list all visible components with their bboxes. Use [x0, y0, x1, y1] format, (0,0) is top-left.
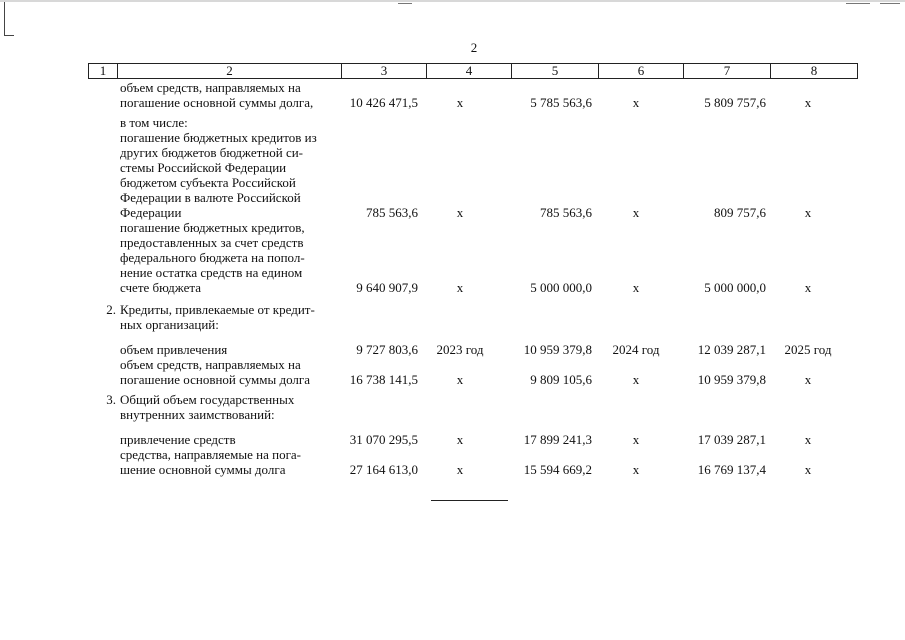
cell-col-4: х	[456, 432, 464, 447]
table-row	[88, 115, 852, 130]
row-number	[88, 220, 120, 295]
column-number-cell: 1	[89, 64, 118, 79]
cell-col-6: х	[632, 462, 640, 477]
row-description: Общий объем государственных внутренних заимствований:	[120, 392, 295, 422]
cell-col-8: х	[804, 432, 812, 447]
cell-col-6: х	[632, 372, 640, 387]
scan-corner-line	[4, 2, 5, 36]
row-description: погашение бюджетных кредитов, предоставленных за счет средств федерального бюджета на попол- нение остатка средств на едином счете бюджета	[120, 220, 305, 295]
scan-corner-line	[4, 35, 14, 36]
cell-col-5: 17 899 241,3	[523, 432, 592, 447]
table-row	[88, 342, 852, 357]
cell-col-7: 5 000 000,0	[704, 280, 766, 295]
cell-col-3: 27 164 613,0	[349, 462, 418, 477]
row-number	[88, 447, 120, 477]
cell-col-6: х	[632, 280, 640, 295]
cell-col-5: 9 809 105,6	[530, 372, 592, 387]
cell-col-4: х	[456, 95, 464, 110]
row-number: 3.	[106, 392, 116, 407]
row-number	[88, 357, 120, 387]
row-number	[88, 80, 120, 110]
row-description: объем средств, направляемых на погашение основной суммы долга,	[120, 80, 314, 110]
cell-col-8: х	[804, 205, 812, 220]
cell-col-3: 31 070 295,5	[349, 432, 418, 447]
cell-col-3: 16 738 141,5	[349, 372, 418, 387]
column-number-cell: 8	[771, 64, 858, 79]
row-description: объем средств, направляемых на погашение основной суммы долга	[120, 357, 311, 387]
cell-col-7: 5 809 757,6	[704, 95, 766, 110]
row-description: Кредиты, привлекаемые от кредит- ных организаций:	[120, 302, 315, 332]
cell-col-5: 5 000 000,0	[530, 280, 592, 295]
closing-rule	[431, 500, 508, 501]
table-row	[88, 80, 852, 110]
cell-col-4: х	[456, 372, 464, 387]
cell-col-3: 10 426 471,5	[349, 95, 418, 110]
column-number-cell: 6	[599, 64, 684, 79]
cell-col-8: х	[804, 280, 812, 295]
scan-edge	[0, 0, 905, 2]
cell-col-6: х	[632, 205, 640, 220]
cell-col-6: х	[632, 432, 640, 447]
row-number: 2.	[106, 302, 116, 317]
table-row	[88, 357, 852, 387]
cell-col-5: 10 959 379,8	[523, 342, 592, 357]
cell-col-8: 2025 год	[784, 342, 832, 357]
column-number-cell: 4	[427, 64, 512, 79]
cell-col-7: 809 757,6	[714, 205, 766, 220]
cell-col-7: 17 039 287,1	[697, 432, 766, 447]
cell-col-3: 9 727 803,6	[356, 342, 418, 357]
table-row	[88, 302, 852, 332]
column-number-cell: 2	[118, 64, 342, 79]
column-number-cell: 5	[512, 64, 599, 79]
scan-mark	[880, 3, 900, 4]
cell-col-3: 9 640 907,9	[356, 280, 418, 295]
cell-col-4: х	[456, 462, 464, 477]
cell-col-4: х	[456, 280, 464, 295]
table-row	[88, 432, 852, 447]
cell-col-7: 10 959 379,8	[697, 372, 766, 387]
cell-col-8: х	[804, 462, 812, 477]
cell-col-3: 785 563,6	[366, 205, 418, 220]
cell-col-6: 2024 год	[612, 342, 660, 357]
row-number	[88, 130, 120, 220]
row-number	[88, 432, 120, 447]
cell-col-7: 16 769 137,4	[697, 462, 766, 477]
cell-col-8: х	[804, 95, 812, 110]
row-description: привлечение средств	[120, 432, 236, 447]
scan-mark	[846, 3, 870, 4]
table-row	[88, 130, 852, 220]
column-number-header	[88, 63, 858, 79]
cell-col-5: 785 563,6	[540, 205, 592, 220]
cell-col-4: х	[456, 205, 464, 220]
column-number-cell: 7	[684, 64, 771, 79]
row-description: средства, направляемые на пога- шение основной суммы долга	[120, 447, 302, 477]
row-description: погашение бюджетных кредитов из других бюджетов бюджетной си- стемы Российской Федерации бюджетом субъекта Российской Федерации в валюте Российской Федерации	[120, 130, 317, 220]
row-description: объем привлечения	[120, 342, 228, 357]
column-number-cell: 3	[342, 64, 427, 79]
table-row	[88, 392, 852, 422]
row-number	[88, 342, 120, 357]
cell-col-5: 5 785 563,6	[530, 95, 592, 110]
cell-col-6: х	[632, 95, 640, 110]
cell-col-7: 12 039 287,1	[697, 342, 766, 357]
page-number: 2	[470, 40, 478, 55]
cell-col-4: 2023 год	[436, 342, 484, 357]
row-number	[88, 115, 120, 130]
row-description: в том числе:	[120, 115, 188, 130]
table-row	[88, 220, 852, 295]
cell-col-5: 15 594 669,2	[523, 462, 592, 477]
cell-col-8: х	[804, 372, 812, 387]
borrowing-table-body	[88, 80, 852, 477]
scan-mark	[398, 3, 412, 4]
table-row	[88, 447, 852, 477]
